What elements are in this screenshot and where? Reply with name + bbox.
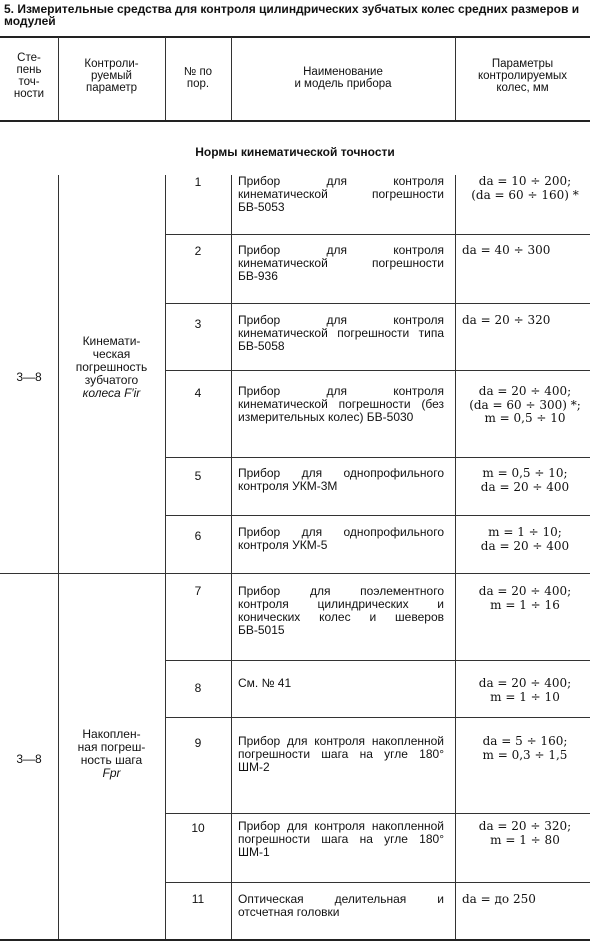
parameter-line: da = 20 ÷ 400; (478, 384, 572, 398)
section-title: Нормы кинематической точности (195, 145, 395, 159)
header-stage: Сте- пень точ- ности (13, 52, 45, 100)
instrument-name: Оптическая делительная и отсчетная головки (238, 892, 444, 919)
instrument-name: Прибор для однопрофильного контроля УКМ-3М (238, 466, 444, 493)
parameter-line: m = 0,3 ÷ 1,5 (482, 747, 568, 762)
wheel-parameters (462, 314, 588, 328)
parameter-line: m = 1 ÷ 10; (488, 525, 562, 539)
row-number: 11 (191, 892, 205, 906)
wheel-parameters (462, 175, 588, 202)
parameter-line: da = 20 ÷ 320 (462, 313, 551, 327)
table-top-rule (0, 36, 590, 38)
row-separator (166, 882, 590, 883)
wheel-parameters (462, 467, 588, 494)
group-1-param: Кинемати- ческая погрешность зубчатого колеса F′ir (75, 334, 148, 400)
row-number: 2 (194, 244, 202, 258)
row-separator (166, 234, 590, 235)
parameter-line: (da = 60 ÷ 300) *; (469, 397, 581, 412)
parameter-line: da = 20 ÷ 400; (478, 584, 572, 598)
header-name: Наименование и модель прибора (294, 66, 392, 90)
row-number: 10 (191, 821, 205, 835)
instrument-name: Прибор для контроля накопленной погрешности шага на угле 180° ШМ-1 (238, 819, 444, 859)
wheel-parameters (462, 385, 588, 426)
parameter-line: m = 0,5 ÷ 10 (484, 411, 566, 425)
instrument-name: См. № 41 (238, 676, 292, 690)
table-bottom-rule (0, 939, 590, 941)
table-title: 5. Измерительные средства для контроля цилиндрических зубчатых колес средних размеров и модулей (4, 2, 580, 28)
row-separator (166, 660, 590, 661)
header-bottom-rule (0, 120, 590, 122)
parameter-line: m = 1 ÷ 10 (490, 689, 560, 704)
header-num: № по пор. (183, 66, 213, 90)
parameter-line: da = 40 ÷ 300 (462, 243, 551, 257)
parameter-line: da = 20 ÷ 400 (480, 479, 570, 494)
group-2-param: Накоплен- ная погреш- ность шага Fpr (77, 727, 146, 780)
wheel-parameters (462, 585, 588, 612)
group-1-stage: 3—8 (16, 370, 42, 384)
header-params: Параметры контролируемых колес, мм (477, 58, 568, 94)
wheel-parameters (462, 820, 588, 847)
row-number: 8 (194, 681, 202, 695)
wheel-parameters (462, 244, 588, 258)
parameter-line: da = 20 ÷ 320; (478, 819, 572, 833)
wheel-parameters (462, 893, 588, 907)
wheel-parameters (462, 526, 588, 553)
instrument-name: Прибор для контроля кинематической погрешности БВ-5053 (238, 174, 444, 214)
parameter-line: (da = 60 ÷ 160) * (471, 187, 579, 202)
row-separator (166, 303, 590, 304)
instrument-name: Прибор для поэлементного контроля цилиндрических и конических колес и шеверов БВ-5015 (238, 584, 444, 637)
parameter-line: da = 5 ÷ 160; (482, 734, 568, 748)
parameter-line: m = 1 ÷ 16 (490, 597, 560, 612)
row-number: 1 (194, 175, 202, 189)
row-number: 6 (194, 529, 202, 543)
parameter-line: da = 20 ÷ 400 (480, 538, 570, 553)
row-number: 9 (194, 736, 202, 750)
row-number: 5 (194, 469, 202, 483)
instrument-name: Прибор для контроля кинематической погрешности (без измерительных колес) БВ-5030 (238, 384, 444, 424)
parameter-line: m = 1 ÷ 80 (490, 832, 560, 847)
row-separator (166, 813, 590, 814)
parameter-line: da = 10 ÷ 200; (478, 174, 572, 188)
instrument-name: Прибор для контроля кинематической погрешности типа БВ-5058 (238, 313, 444, 353)
header-param: Контроли- руемый параметр (84, 58, 139, 94)
instrument-name: Прибор для однопрофильного контроля УКМ-5 (238, 525, 444, 552)
row-number: 3 (194, 317, 202, 331)
row-separator (166, 457, 590, 458)
parameter-line: da = до 250 (462, 892, 536, 906)
row-separator (166, 370, 590, 371)
parameter-line: da = 20 ÷ 400; (478, 676, 572, 690)
parameter-line: m = 0,5 ÷ 10; (482, 466, 568, 480)
row-separator (166, 515, 590, 516)
group-separator (0, 573, 590, 574)
instrument-name: Прибор для контроля накопленной погрешности шага на угле 180° ШМ-2 (238, 734, 444, 774)
group-2-stage: 3—8 (16, 752, 42, 766)
row-separator (166, 717, 590, 718)
row-number: 4 (194, 386, 202, 400)
instrument-name: Прибор для контроля кинематической погрешности БВ-936 (238, 243, 444, 283)
row-number: 7 (194, 584, 202, 598)
wheel-parameters (462, 735, 588, 762)
wheel-parameters (462, 677, 588, 704)
